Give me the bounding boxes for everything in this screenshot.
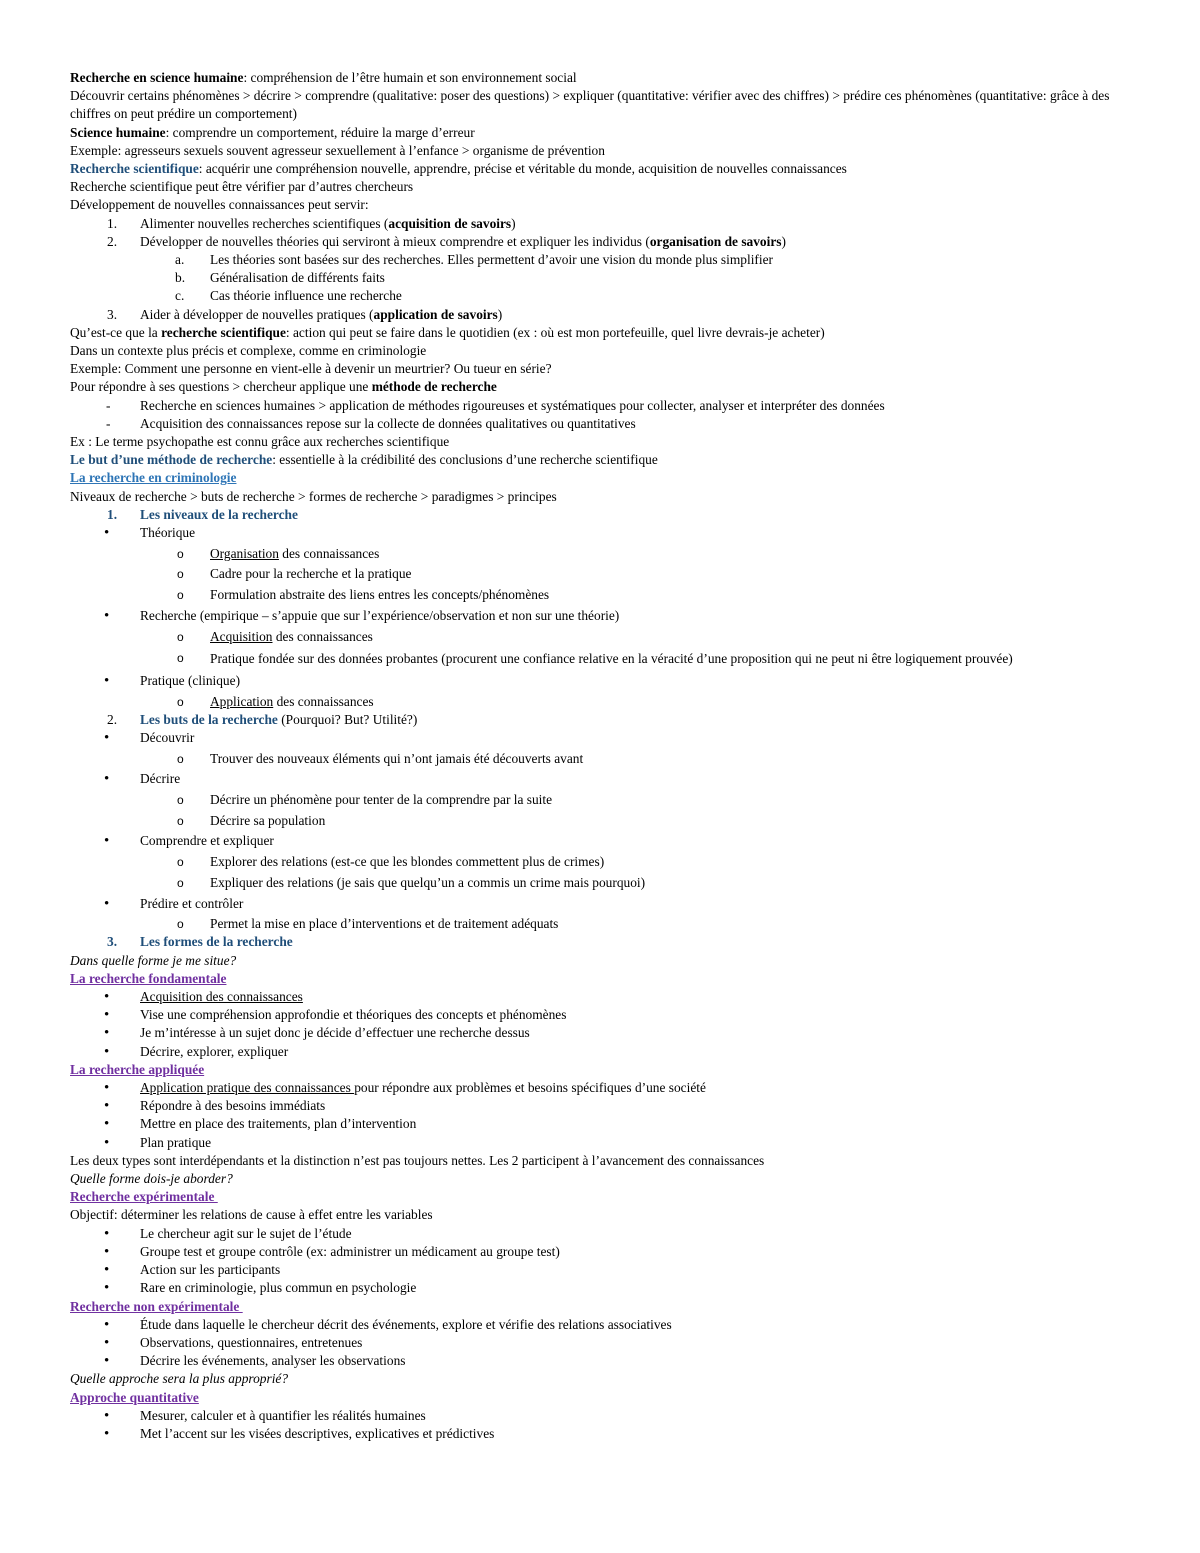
item-text: Action sur les participants bbox=[140, 1262, 281, 1278]
item-bold: organisation de savoirs bbox=[649, 233, 782, 249]
text-line: Développement de nouvelles connaissances peut servir: bbox=[70, 197, 369, 213]
bullet-item bbox=[70, 1225, 1130, 1243]
circle-bullet-icon: o bbox=[177, 875, 184, 890]
bullet-item bbox=[70, 1334, 1130, 1352]
text-line bbox=[70, 324, 1130, 342]
circle-bullet-icon: o bbox=[177, 813, 184, 828]
bullet-item bbox=[70, 988, 1130, 1006]
term: méthode de recherche bbox=[371, 379, 497, 395]
item-text: Décrire bbox=[140, 771, 181, 787]
text-line: Les deux types sont interdépendants et la distinction n’est pas toujours nettes. Les 2 participent à l’avancement des connaissances bbox=[70, 1152, 765, 1168]
lettered-item bbox=[70, 287, 1130, 305]
dash-item bbox=[70, 397, 1130, 415]
item-text: Permet la mise en place d’interventions et de traitement adéquats bbox=[210, 916, 559, 932]
bullet-item bbox=[70, 1316, 1130, 1334]
item-text: Le chercheur agit sur le sujet de l’étude bbox=[140, 1225, 352, 1241]
heading-text: Les buts de la recherche bbox=[140, 711, 278, 727]
item-end: ) bbox=[497, 306, 503, 322]
lettered-item bbox=[70, 269, 1130, 287]
numbered-item bbox=[70, 233, 1130, 251]
bullet-icon: • bbox=[104, 1098, 110, 1115]
item-text: Pratique (clinique) bbox=[140, 672, 241, 688]
item-text: Recherche en sciences humaines > application de méthodes rigoureuses et systématiques pour collecter, analyser et interpréter des données bbox=[140, 397, 885, 413]
item-text: Décrire les événements, analyser les observations bbox=[140, 1353, 406, 1369]
list-marker: 1. bbox=[107, 506, 118, 522]
item-text: Formulation abstraite des liens entres les concepts/phénomènes bbox=[210, 587, 550, 603]
question-line: Quelle approche sera la plus approprié? bbox=[70, 1371, 289, 1387]
item-text: des connaissances bbox=[278, 545, 380, 561]
bullet-icon: • bbox=[104, 771, 110, 788]
sub-bullet-item bbox=[70, 693, 1130, 711]
bullet-icon: • bbox=[104, 1043, 110, 1060]
item-text: Alimenter nouvelles recherches scientifiques ( bbox=[140, 215, 389, 231]
subsection-heading: La recherche appliquée bbox=[70, 1061, 205, 1077]
circle-bullet-icon: o bbox=[177, 855, 184, 870]
circle-bullet-icon: o bbox=[177, 651, 184, 666]
bullet-icon: • bbox=[104, 1407, 110, 1424]
item-text: des connaissances bbox=[273, 693, 374, 709]
heading-text: Les formes de la recherche bbox=[140, 934, 293, 950]
bullet-item bbox=[70, 895, 1130, 913]
item-text: Mesurer, calculer et à quantifier les réalités humaines bbox=[140, 1407, 426, 1423]
question-line: Dans quelle forme je me situe? bbox=[70, 952, 237, 968]
text-line: Ex : Le terme psychopathe est connu grâce aux recherches scientifique bbox=[70, 434, 450, 450]
item-bold: acquisition de savoirs bbox=[388, 215, 512, 231]
bullet-item bbox=[70, 1425, 1130, 1443]
sub-bullet-item bbox=[70, 791, 1130, 809]
bullet-item bbox=[70, 770, 1130, 788]
item-text: Comprendre et expliquer bbox=[140, 833, 274, 849]
text-line bbox=[70, 160, 1130, 178]
sub-bullet-item bbox=[70, 853, 1130, 871]
sub-bullet-item bbox=[70, 565, 1130, 583]
item-text: Décrire, explorer, expliquer bbox=[140, 1043, 289, 1059]
bullet-icon: • bbox=[104, 607, 110, 624]
item-text: Met l’accent sur les visées descriptives, explicatives et prédictives bbox=[140, 1425, 495, 1441]
bullet-item bbox=[70, 1097, 1130, 1115]
circle-bullet-icon: o bbox=[177, 751, 184, 766]
bullet-icon: • bbox=[104, 1007, 110, 1024]
subsection-heading: Recherche non expérimentale bbox=[70, 1298, 243, 1314]
bullet-item bbox=[70, 1006, 1130, 1024]
item-text: Décrire sa population bbox=[210, 812, 326, 828]
bullet-item bbox=[70, 1079, 1130, 1097]
bullet-icon: • bbox=[104, 1025, 110, 1042]
item-text: Répondre à des besoins immédiats bbox=[140, 1098, 326, 1114]
list-marker: c. bbox=[175, 288, 185, 304]
item-text: Décrire un phénomène pour tenter de la comprendre par la suite bbox=[210, 792, 553, 808]
term: Science humaine bbox=[70, 124, 166, 140]
circle-bullet-icon: o bbox=[177, 629, 184, 644]
underlined-term: Application bbox=[210, 693, 274, 709]
item-text: Acquisition des connaissances repose sur la collecte de données qualitatives ou quantitatives bbox=[140, 415, 636, 431]
list-marker: 3. bbox=[107, 934, 118, 950]
definition: : comprendre un comportement, réduire la marge d’erreur bbox=[165, 124, 475, 140]
text-line: Recherche scientifique peut être vérifier par d’autres chercheurs bbox=[70, 179, 414, 195]
numbered-item bbox=[70, 215, 1130, 233]
underlined-term: Application pratique des connaissances bbox=[140, 1080, 355, 1096]
bullet-item bbox=[70, 729, 1130, 747]
lettered-item bbox=[70, 251, 1130, 269]
section-heading bbox=[70, 933, 1130, 951]
item-text: Étude dans laquelle le chercheur décrit des événements, explore et vérifie des relations associatives bbox=[140, 1316, 672, 1332]
definition: : acquérir une compréhension nouvelle, apprendre, précise et véritable du monde, acquisition de nouvelles connaissances bbox=[198, 161, 847, 177]
circle-bullet-icon: o bbox=[177, 546, 184, 561]
subsection-heading: La recherche fondamentale bbox=[70, 970, 227, 986]
bullet-item bbox=[70, 1407, 1130, 1425]
item-text: Trouver des nouveaux éléments qui n’ont jamais été découverts avant bbox=[210, 750, 584, 766]
list-marker: 1. bbox=[107, 215, 118, 231]
item-text: Recherche (empirique – s’appuie que sur l’expérience/observation et non sur une théorie) bbox=[140, 607, 620, 623]
bullet-item bbox=[70, 1243, 1130, 1261]
term: Recherche en science humaine bbox=[70, 70, 244, 85]
text-line: Exemple: Comment une personne en vient-elle à devenir un meurtrier? Ou tueur en série? bbox=[70, 361, 552, 377]
section-heading bbox=[70, 711, 1130, 729]
bullet-item bbox=[70, 1279, 1130, 1297]
item-text: Cadre pour la recherche et la pratique bbox=[210, 566, 412, 582]
item-text: Découvrir bbox=[140, 729, 195, 745]
text-line bbox=[70, 124, 1130, 142]
item-text: Observations, questionnaires, entretenues bbox=[140, 1334, 363, 1350]
text: Pour répondre à ses questions > chercheur applique une bbox=[70, 379, 372, 395]
item-text: Plan pratique bbox=[140, 1134, 212, 1150]
bullet-icon: • bbox=[104, 1134, 110, 1151]
sub-bullet-item bbox=[70, 586, 1130, 604]
bullet-icon: • bbox=[104, 1225, 110, 1242]
bullet-item bbox=[70, 607, 1130, 625]
item-text: Cas théorie influence une recherche bbox=[210, 288, 402, 304]
definition: : essentielle à la crédibilité des conclusions d’une recherche scientifique bbox=[272, 452, 658, 468]
bullet-icon: • bbox=[104, 1262, 110, 1279]
bullet-item bbox=[70, 1024, 1130, 1042]
sub-bullet-item bbox=[70, 648, 1130, 669]
section-heading: La recherche en criminologie bbox=[70, 470, 237, 486]
item-text: Les théories sont basées sur des recherches. Elles permettent d’avoir une vision du monde plus simplifier bbox=[210, 252, 774, 268]
bullet-item bbox=[70, 1261, 1130, 1279]
list-marker: - bbox=[106, 415, 111, 431]
heading-suffix: (Pourquoi? But? Utilité?) bbox=[277, 711, 418, 727]
bullet-icon: • bbox=[104, 1243, 110, 1260]
bullet-icon: • bbox=[104, 895, 110, 912]
text-line: Niveaux de recherche > buts de recherche > formes de recherche > paradigmes > principes bbox=[70, 488, 557, 504]
list-marker: 2. bbox=[107, 233, 118, 249]
circle-bullet-icon: o bbox=[177, 694, 184, 709]
item-text: Développer de nouvelles théories qui serviront à mieux comprendre et expliquer les individus ( bbox=[140, 233, 650, 249]
item-text: Je m’intéresse à un sujet donc je décide d’effectuer une recherche dessus bbox=[140, 1025, 530, 1041]
sub-bullet-item bbox=[70, 750, 1130, 768]
circle-bullet-icon: o bbox=[177, 917, 184, 932]
circle-bullet-icon: o bbox=[177, 793, 184, 808]
text-line: Dans un contexte plus précis et complexe, comme en criminologie bbox=[70, 343, 427, 359]
underlined-term: Acquisition bbox=[210, 628, 273, 644]
subsection-heading: Recherche expérimentale bbox=[70, 1189, 218, 1205]
circle-bullet-icon: o bbox=[177, 588, 184, 603]
list-marker: 3. bbox=[107, 306, 118, 322]
bullet-icon: • bbox=[104, 672, 110, 689]
numbered-item bbox=[70, 306, 1130, 324]
list-marker: - bbox=[106, 397, 111, 413]
bullet-icon: • bbox=[104, 729, 110, 746]
item-text: Pratique fondée sur des données probantes (procurent une confiance relative en la véracité d’une proposition qui ne peut ni être logiquement prouvée) bbox=[210, 651, 1013, 667]
item-text: Aider à développer de nouvelles pratiques ( bbox=[140, 306, 374, 322]
list-marker: b. bbox=[175, 270, 186, 286]
bullet-item bbox=[70, 1115, 1130, 1133]
item-end: ) bbox=[781, 233, 786, 249]
term: recherche scientifique bbox=[161, 324, 286, 340]
bullet-icon: • bbox=[104, 1316, 110, 1333]
bullet-item bbox=[70, 1043, 1130, 1061]
bullet-icon: • bbox=[104, 1353, 110, 1370]
item-text: Explorer des relations (est-ce que les blondes commettent plus de crimes) bbox=[210, 854, 605, 870]
heading-text: Les niveaux de la recherche bbox=[140, 506, 298, 522]
item-text: Théorique bbox=[140, 525, 196, 541]
item-text: Prédire et contrôler bbox=[140, 895, 244, 911]
item-text: Acquisition des connaissances bbox=[140, 989, 303, 1005]
text-line bbox=[70, 451, 1130, 469]
bullet-item bbox=[70, 1134, 1130, 1152]
underlined-term: Organisation bbox=[210, 545, 279, 561]
subsection-heading: Approche quantitative bbox=[70, 1389, 199, 1405]
bullet-icon: • bbox=[104, 1116, 110, 1133]
sub-bullet-item bbox=[70, 628, 1130, 646]
item-text: Vise une compréhension approfondie et théoriques des concepts et phénomènes bbox=[140, 1007, 567, 1023]
list-marker: a. bbox=[175, 252, 185, 268]
item-text: Expliquer des relations (je sais que quelqu’un a commis un crime mais pourquoi) bbox=[210, 874, 646, 890]
text-line bbox=[70, 378, 1130, 396]
bullet-icon: • bbox=[104, 1334, 110, 1351]
bullet-icon: • bbox=[104, 833, 110, 850]
bullet-icon: • bbox=[104, 1280, 110, 1297]
text: : action qui peut se faire dans le quotidien (ex : où est mon portefeuille, quel livre devrais-je acheter) bbox=[285, 324, 825, 340]
text-line: Objectif: déterminer les relations de cause à effet entre les variables bbox=[70, 1207, 433, 1223]
sub-bullet-item bbox=[70, 874, 1130, 892]
bullet-item bbox=[70, 524, 1130, 542]
item-text: Rare en criminologie, plus commun en psychologie bbox=[140, 1280, 417, 1296]
heading-term: Le but d’une méthode de recherche bbox=[70, 452, 273, 468]
item-text: Généralisation de différents faits bbox=[210, 270, 385, 286]
bullet-icon: • bbox=[104, 1425, 110, 1442]
item-bold: application de savoirs bbox=[373, 306, 498, 322]
bullet-item bbox=[70, 672, 1130, 690]
bullet-icon: • bbox=[104, 525, 110, 542]
item-text: pour répondre aux problèmes et besoins spécifiques d’une société bbox=[354, 1080, 706, 1096]
item-text: Groupe test et groupe contrôle (ex: administrer un médicament au groupe test) bbox=[140, 1243, 560, 1259]
text-line: Exemple: agresseurs sexuels souvent agresseur sexuellement à l’enfance > organisme de prévention bbox=[70, 142, 605, 158]
bullet-item bbox=[70, 832, 1130, 850]
item-text: des connaissances bbox=[272, 628, 373, 644]
definition: : compréhension de l’être humain et son environnement social bbox=[243, 70, 577, 85]
sub-bullet-item bbox=[70, 545, 1130, 563]
text: Qu’est-ce que la bbox=[70, 324, 162, 340]
bullet-item bbox=[70, 1352, 1130, 1370]
item-end: ) bbox=[511, 215, 516, 231]
item-text: Mettre en place des traitements, plan d’intervention bbox=[140, 1116, 417, 1132]
sub-bullet-item bbox=[70, 812, 1130, 830]
dash-item bbox=[70, 415, 1130, 433]
section-heading bbox=[70, 506, 1130, 524]
question-line: Quelle forme dois-je aborder? bbox=[70, 1171, 233, 1187]
heading-term: Recherche scientifique bbox=[70, 161, 199, 177]
circle-bullet-icon: o bbox=[177, 567, 184, 582]
text-line bbox=[70, 69, 1130, 87]
text-line: Découvrir certains phénomènes > décrire > comprendre (qualitative: poser des questions) > expliquer (quantitative: vérifier avec des chiffres) > prédire ces phénomènes (quantitative: grâce à des chiffres on peut prédire un comportement) bbox=[70, 88, 1110, 122]
sub-bullet-item bbox=[70, 915, 1130, 933]
bullet-icon: • bbox=[104, 1080, 110, 1097]
bullet-icon: • bbox=[104, 989, 110, 1006]
list-marker: 2. bbox=[107, 711, 118, 727]
